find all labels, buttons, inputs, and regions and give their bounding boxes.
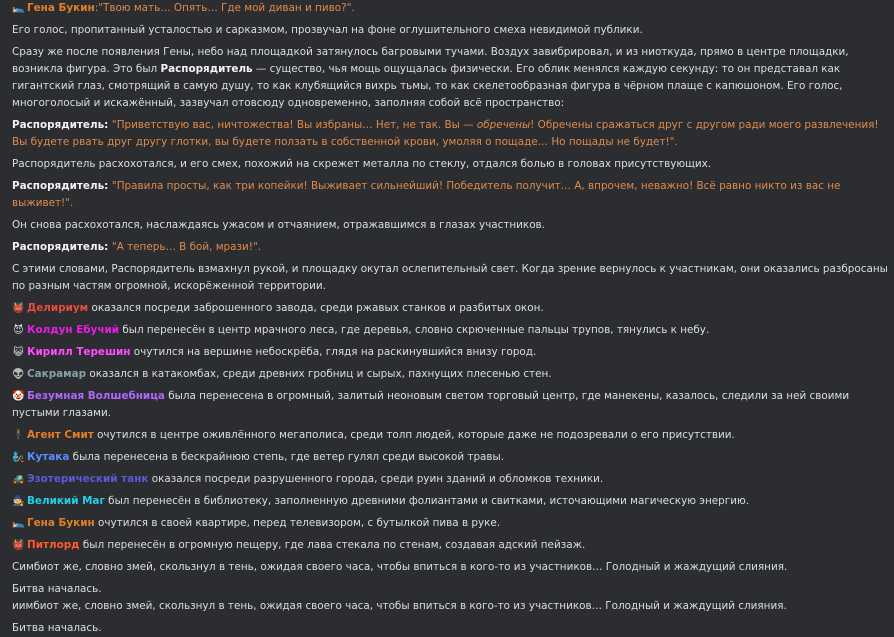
character-list xyxy=(12,300,888,554)
narration-line: иимбиот же, словно змей, скользнул в тень, ожидая своего часа, чтобы впиться в кого-то из участников… Голодный и жаждущий слияния. xyxy=(12,600,787,612)
character-emoji-icon: 🛌 xyxy=(12,518,25,529)
quote-text: "А теперь… В бой, мрази!". xyxy=(111,241,262,253)
battle-start-line: Битва началась. xyxy=(12,583,102,595)
speaker-name: Распорядитель xyxy=(12,119,105,131)
character-line xyxy=(12,322,888,339)
character-location-text: оказался посреди заброшенного завода, среди ржавых станков и разбитых окон. xyxy=(88,302,544,314)
character-name: Эзотерический танк xyxy=(27,473,149,485)
character-location-text: был перенесён в огромную пещеру, где лава стекала по стенам, создавая адский пейзаж. xyxy=(79,539,586,551)
character-emoji-icon: 🧙 xyxy=(12,496,25,507)
character-emoji-icon: 👹 xyxy=(12,303,25,314)
character-name: Гена Букин xyxy=(27,517,95,529)
speech-line: Распорядитель: "Правила просты, как три копейки! Выживает сильнейший! Победитель получит… А, впрочем, неважно! Всё равно никто из вас не выживет!". xyxy=(12,180,841,209)
character-location-text: оказался в катакомбах, среди древних гробниц и сырых, пахнущих плесенью стен. xyxy=(86,368,552,380)
bed-icon: 🛌 xyxy=(12,3,25,14)
character-location-text: очутился в центре оживлённого мегаполиса, среди толп людей, которые даже не подозревали о его присутствии. xyxy=(93,429,735,441)
speaker-name: Распорядитель xyxy=(12,241,105,253)
character-name: Агент Смит xyxy=(27,429,94,441)
character-emoji-icon: 👽 xyxy=(12,369,25,380)
character-name: Колдун Ебучий xyxy=(27,324,120,336)
character-line xyxy=(12,537,888,554)
quote-text: "Правила просты, как три копейки! Выживает сильнейший! Победитель получит… А, впрочем, неважно! Всё равно никто из вас не выживет!". xyxy=(12,180,841,209)
character-line xyxy=(12,300,888,317)
character-location-text: была перенесена в огромный, залитый неоновым светом торговый центр, где манекены, казалось, следили за ней своими пустыми глазами. xyxy=(12,390,850,419)
character-name: Гена Букин xyxy=(27,2,95,14)
narration-paragraph: С этими словами, Распорядитель взмахнул рукой, и площадку окутал ослепительный свет. Когда зрение вернулось к участникам, они оказались разбросаны по разным частям огромной, искорёженной территории. xyxy=(12,263,888,292)
character-name: Безумная Волшебница xyxy=(27,390,165,402)
character-name: Питлорд xyxy=(27,539,80,551)
narration-line: Он снова расхохотался, наслаждаясь ужасом и отчаянием, отражавшимся в глазах участников. xyxy=(12,219,545,231)
speech-line: Распорядитель: "Приветствую вас, ничтожества! Вы избраны… Нет, не так. Вы — обречены! Обречены сражаться друг с другом ради моего развлечения! Вы будете рвать друг другу глотки, вы будете ползать в собственной крови, умоляя о пощаде… Но пощады не будет!". xyxy=(12,119,879,148)
character-name: Кирилл Терешин xyxy=(27,346,131,358)
character-location-text: очутился в своей квартире, перед телевизором, с бутылкой пива в руке. xyxy=(94,517,501,529)
character-line xyxy=(12,344,888,361)
character-location-text: был перенесён в библиотеку, заполненную древними фолиантами и свитками, источающими магическую энергию. xyxy=(104,495,750,507)
character-location-text: был перенесён в центр мрачного леса, где деревья, словно скрюченные пальцы трупов, тянулись к небу. xyxy=(119,324,710,336)
character-location-text: очутился на вершине небоскрёба, глядя на раскинувшийся внизу город. xyxy=(130,346,537,358)
speaker-name: Распорядитель xyxy=(12,180,105,192)
quote-text: ! Обречены сражаться друг с другом ради моего развлечения! Вы будете рвать друг другу глотки, вы будете ползать в собственной крови, умоляя о пощаде… Но пощады не будет!". xyxy=(12,119,879,148)
quote-text: :"Твою мать… Опять… Где мой диван и пиво?". xyxy=(94,2,355,14)
narration-text: Сразу же после появления Гены, небо над площадкой затянулось багровыми тучами. Воздух завибрировал, и из ниоткуда, прямо в центре площадки, возникла фигура. Это был xyxy=(12,46,849,75)
character-emoji-icon: 😈 xyxy=(13,325,24,336)
narration-line: Распорядитель расхохотался, и его смех, похожий на скрежет металла по стеклу, отдался болью в головах присутствующих. xyxy=(12,158,712,170)
narration-line: Его голос, пропитанный усталостью и сарказмом, прозвучал на фоне оглушительного смеха невидимой публики. xyxy=(12,24,643,36)
narration-text: — существо, чья мощь ощущалась физически. Его облик менялся каждую секунду: то он представал как гигантский глаз, смотрящий в самую душу, то как клубящийся вихрь тьмы, то как скелетообразная фигура в чёрном плаще с капюшоном. Его голос, многоголосый и искажённый, зазвучал отовсюду одновременно, заполняя собой всё пространство: xyxy=(12,63,843,109)
message-line xyxy=(12,0,888,17)
speaker-name: Распорядитель xyxy=(160,63,253,75)
speech-line: Распорядитель: "А теперь… В бой, мрази!". xyxy=(12,241,262,253)
narration-paragraph xyxy=(12,44,888,112)
character-name: Кутака xyxy=(27,451,70,463)
quote-text: "Приветствую вас, ничтожества! Вы избраны… Нет, не так. Вы — xyxy=(111,119,477,131)
character-line xyxy=(12,388,888,422)
character-emoji-icon: 😺 xyxy=(13,347,24,358)
character-emoji-icon: 🤡 xyxy=(12,391,25,402)
character-emoji-icon: 🧞 xyxy=(12,452,25,463)
character-name: Делириум xyxy=(27,302,89,314)
character-name: Сакрамар xyxy=(27,368,87,380)
character-line xyxy=(12,471,888,488)
character-location-text: оказался посреди разрушенного города, среди руин зданий и обломков техники. xyxy=(148,473,604,485)
character-line xyxy=(12,449,888,466)
character-line xyxy=(12,427,888,444)
character-name: Великий Маг xyxy=(27,495,105,507)
character-location-text: была перенесена в бескрайнюю степь, где ветер гулял среди высокой травы. xyxy=(69,451,505,463)
character-line xyxy=(12,366,888,383)
character-line xyxy=(12,515,888,532)
character-emoji-icon: 👹 xyxy=(12,540,25,551)
battle-start-line: Битва началась. xyxy=(12,622,102,634)
character-emoji-icon: 🕴️ xyxy=(12,430,25,441)
quote-italic: обречены xyxy=(476,119,531,131)
character-emoji-icon: 🚜 xyxy=(12,474,25,485)
narration-line: Симбиот же, словно змей, скользнул в тень, ожидая своего часа, чтобы впиться в кого-то из участников… Голодный и жаждущий слияния. xyxy=(12,561,788,573)
character-line xyxy=(12,493,888,510)
